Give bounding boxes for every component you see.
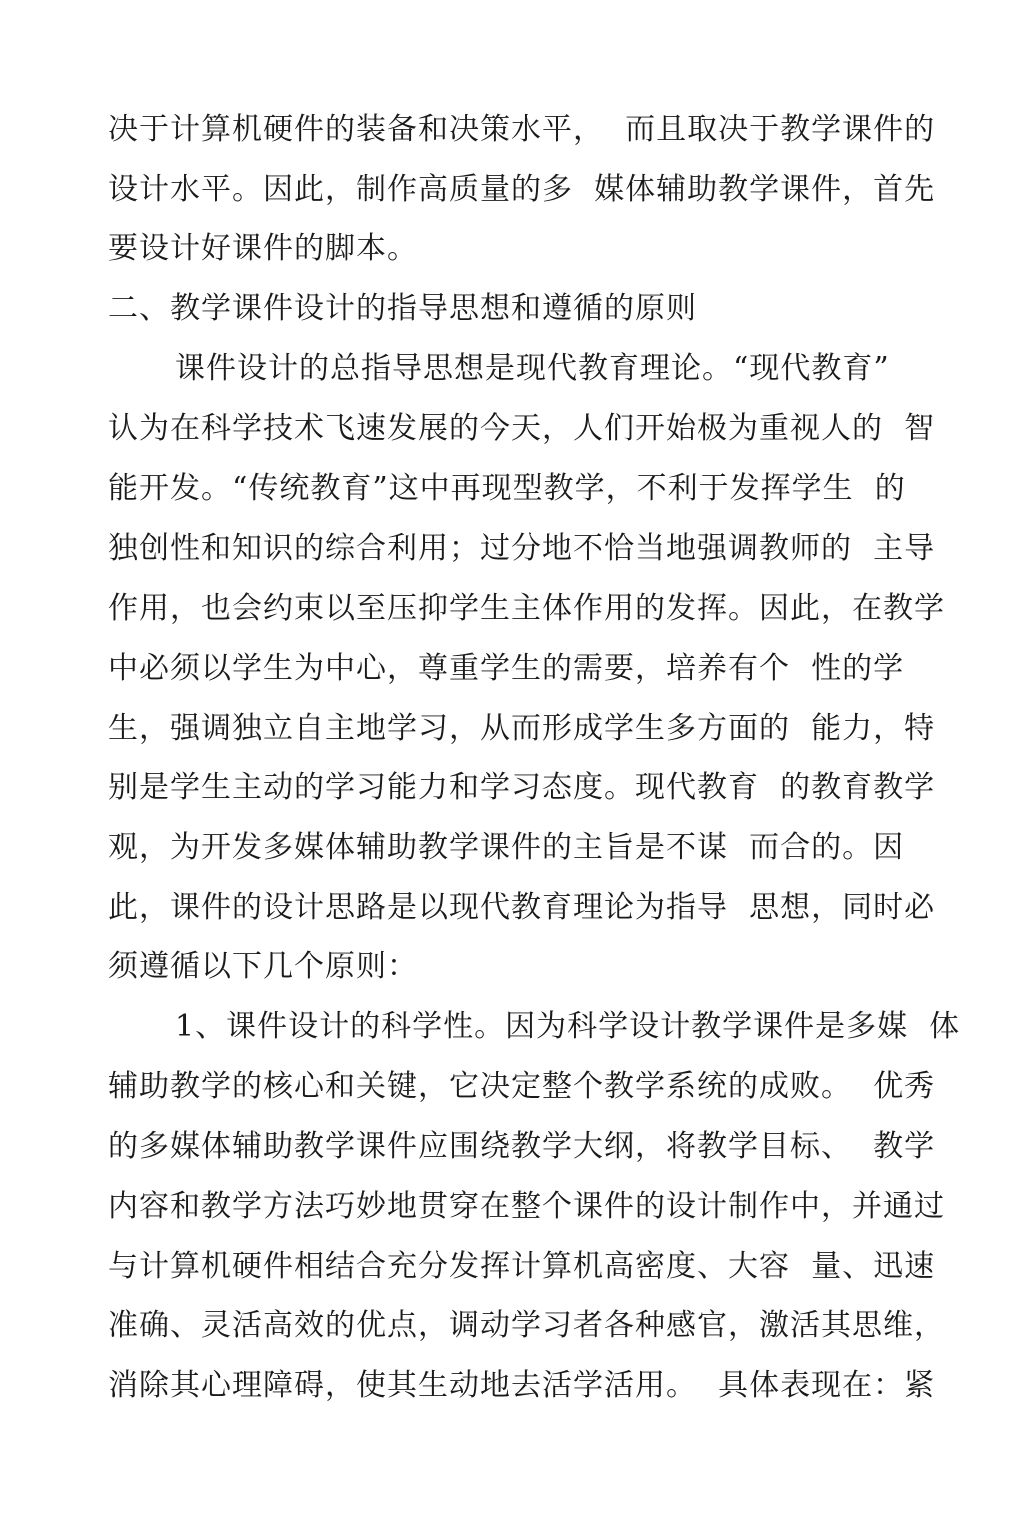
text-line: 消除其心理障碍，使其生动地去活学活用。 具体表现在：紧 bbox=[108, 1368, 936, 1403]
section-heading: 二、教学课件设计的指导思想和遵循的原则 bbox=[108, 291, 697, 326]
text-line: 独创性和知识的综合利用；过分地不恰当地强调教师的 主导 bbox=[108, 531, 936, 566]
text-line: 此，课件的设计思路是以现代教育理论为指导 思想，同时必 bbox=[108, 890, 936, 925]
text-line: 设计水平。因此，制作高质量的多 媒体辅助教学课件，首先 bbox=[108, 172, 936, 207]
paragraph-first-line: 课件设计的总指导思想是现代教育理论。“现代教育” bbox=[175, 351, 890, 386]
text-line: 中必须以学生为中心，尊重学生的需要，培养有个 性的学 bbox=[108, 651, 905, 686]
text-line: 认为在科学技术飞速发展的今天，人们开始极为重视人的 智 bbox=[108, 411, 936, 446]
text-line: 决于计算机硬件的装备和决策水平， 而且取决于教学课件的 bbox=[108, 112, 936, 147]
text-line: 要设计好课件的脚本。 bbox=[108, 231, 418, 266]
text-line: 作用，也会约束以至压抑学生主体作用的发挥。因此，在教学 bbox=[108, 591, 945, 626]
text-line: 的多媒体辅助教学课件应围绕教学大纲，将教学目标、 教学 bbox=[108, 1129, 936, 1164]
text-line: 观，为开发多媒体辅助教学课件的主旨是不谋 而合的。因 bbox=[108, 830, 905, 865]
text-line: 与计算机硬件相结合充分发挥计算机高密度、大容 量、迅速 bbox=[108, 1249, 936, 1284]
text-line: 准确、灵活高效的优点，调动学习者各种感官，激活其思维， bbox=[108, 1308, 945, 1343]
text-line: 须遵循以下几个原则： bbox=[108, 949, 418, 984]
paragraph-first-line: 1、课件设计的科学性。因为科学设计教学课件是多媒 体 bbox=[175, 1009, 961, 1044]
text-line: 辅助教学的核心和关键，它决定整个教学系统的成败。 优秀 bbox=[108, 1069, 936, 1104]
text-line: 别是学生主动的学习能力和学习态度。现代教育 的教育教学 bbox=[108, 770, 936, 805]
text-line: 能开发。“传统教育”这中再现型教学，不利于发挥学生 的 bbox=[108, 471, 906, 506]
text-line: 生，强调独立自主地学习，从而形成学生多方面的 能力，特 bbox=[108, 711, 936, 746]
text-line: 内容和教学方法巧妙地贯穿在整个课件的设计制作中，并通过 bbox=[108, 1189, 945, 1224]
